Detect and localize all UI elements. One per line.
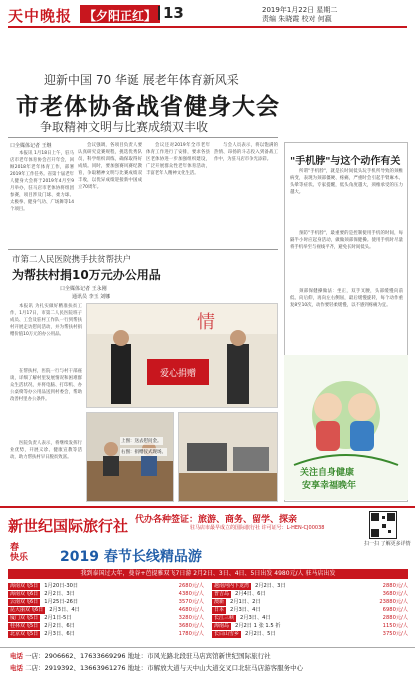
visa-services: 代办各种签证：旅游、商务、留学、探亲: [135, 515, 298, 525]
route-row: [8, 622, 204, 630]
qr-code: [369, 511, 397, 539]
route-dates: 2月2日、3日: [255, 583, 286, 589]
route-dates: 2月2日、3日: [44, 591, 75, 597]
article2-column-3-text: 医院负责人表示，将继续发挥行业优势，开展义诊、健康宣教等活动，助力帮扶村早日脱贫致富。: [10, 441, 82, 460]
route-row: [8, 614, 204, 622]
article2-column-1-text: 本报讯 为扎实做好精准扶贫工作，1月17日，市第二人民医院班子成员、工会及驻村工作队一行到帮扶村开展走访慰问活动，并为帮扶村捐赠价值10万元的办公用品。: [10, 304, 82, 337]
article2-column-2-text: 在帮扶村，医院一行与村干部座谈，详细了解村里发展情况和困难群众生活状况，并将电脑、打印机、办公桌椅等办公用品送到村委会，帮助改善村里办公条件。: [10, 369, 82, 402]
route-row: [8, 630, 204, 638]
spring-logo-text-1: 春: [10, 543, 20, 553]
routes-left: [8, 582, 204, 638]
sidebar-paragraph-1: [290, 168, 403, 228]
address-2: 市解放大道与天中山大道交叉口北驻马店游客服务中心: [147, 664, 304, 672]
route-row: [212, 582, 408, 590]
route-dates: 2月3日、4日: [49, 607, 80, 613]
svg-text:情: 情: [197, 312, 215, 333]
route-price: 6980元/人: [382, 607, 408, 613]
phone-1: 一店：2906662、17633669296: [25, 652, 126, 660]
phone-2: 二店：2919392、13663961276: [25, 664, 126, 672]
article1-column-4: [214, 142, 278, 246]
article2-rule: [8, 249, 278, 250]
route-tag: 桂林双飞5日: [10, 623, 39, 629]
article1-subhead: 争取精神文明与比赛成绩双丰收: [40, 120, 209, 134]
ad-separator: [0, 506, 415, 508]
route-tag: 海南双飞6日: [10, 591, 39, 597]
section-label: 【夕阳正红】: [80, 5, 160, 23]
sidebar-paragraph-3: [290, 288, 403, 350]
route-row: [8, 590, 204, 598]
qr-code-label: 扫一扫 了解更多详情: [364, 541, 411, 547]
route-tag: 越南河内下龙湾: [214, 583, 250, 589]
route-row: [212, 622, 408, 630]
route-price: 3680元/人: [382, 591, 408, 597]
article2-kicker: 市第二人民医院携手扶贫帮扶户: [12, 255, 132, 265]
thailand-promo-bar: 我到泰国过大年，曼谷+芭提雅双飞7日游 2月2日、3日、4日、5日出发 4980元/人 驻马店出发: [8, 569, 408, 579]
article1-column-2-text: 会议强调，各项目负责人要认真研究竞赛规程，挑选优秀队员，科学组织训练，确保取得好成绩。同时，要加强赛风赛纪教育，争取精神文明与比赛成绩双丰收，以优异成绩迎接新中国成立70周年。: [78, 143, 142, 190]
agency-license: 驻马店市最早成立的国际旅行社 许可证号：L-HEN-CJ00038: [190, 525, 325, 531]
route-price: 2880元/人: [382, 583, 408, 589]
office-photo: [178, 412, 278, 502]
route-row: [212, 614, 408, 622]
editor-credits: 责编 朱晓霞 校对 何嬴: [262, 15, 332, 23]
article2-column-1: [10, 303, 82, 365]
footer-line-2: [10, 663, 303, 672]
route-tag: 昆大丽双飞6日: [10, 607, 44, 613]
route-price: 4380元/人: [178, 591, 204, 597]
route-price: 3680元/人: [178, 623, 204, 629]
route-tag: 云南双飞6日: [10, 599, 39, 605]
address-label-1: 地址：: [127, 652, 148, 660]
health-ad-line-2: 安享幸福晚年: [302, 481, 357, 491]
route-tag: 普吉岛: [214, 591, 230, 597]
route-row: [212, 630, 408, 638]
donation-photo-scene: [87, 304, 278, 408]
article2-column-3: [10, 440, 82, 502]
article1-headline: 市老体协备战省健身大会: [16, 93, 280, 120]
article1-column-3: [146, 142, 210, 246]
route-tag: 北京双飞5日: [10, 631, 39, 637]
spring-logo-text-2: 快乐: [10, 553, 29, 563]
sidebar-paragraph-3-text: 颈部保健操做法：坐正，双手叉腰，头部缓慢向前低、向后仰，再向左右侧屈，最后缓慢旋转，每个动作重复8至10次，动作要轻柔缓慢，以不感到疼痛为宜。: [290, 289, 403, 308]
route-price: 3570元/人: [178, 599, 204, 605]
route-price: 1780元/人: [178, 631, 204, 637]
address-label-2: 地址：: [127, 664, 148, 672]
article1-column-1-text: 本报讯 1月18日上午，驻马店市老年体育协会召开年会，回顾2018年老年体育工作，部署2019年工作任务。省第十届老年人健身大会将于2019年4月至9月举办，驻马店市老体协将组团参赛，项目涉及门球、柔力球、太极拳、健身气功、广场舞等14个项目。: [10, 151, 74, 212]
article1-column-3-text: 会议还对2019年全市老年体育工作进行了安排，要求各县区老体协进一步加强组织建设，广泛开展群众性老年体育活动，丰富老年人精神文化生活。: [146, 143, 210, 176]
route-tag: 长江三峡: [214, 615, 235, 621]
page-number-value: 13: [163, 4, 184, 22]
route-row: [212, 598, 408, 606]
route-row: [8, 606, 204, 614]
spring-tour-title: 2019 春节长线精品游: [60, 549, 202, 565]
route-price: 1150元/人: [382, 623, 408, 629]
route-price: 3750元/人: [382, 631, 408, 637]
route-tag: 厦门双飞5日: [10, 615, 39, 621]
article1-column-1: [10, 150, 74, 246]
spring-festival-logo: [10, 543, 54, 565]
sidebar-paragraph-2-text: 预防"手机脖"，最重要的是控制使用手机的时间，每隔半小时应起身活动，做做颈部保健操。使用手机时尽量将手机举至与视线平齐，避免长时间低头。: [290, 231, 403, 250]
sidebar-paragraph-1-text: 所谓"手机脖"，就是长时间低头玩手机所导致的颈椎病变，表现为颈部僵硬、疼痛，严重时会引起手臂麻木、头晕等症状。专家提醒，低头角度越大，颈椎承受的压力越大。: [290, 169, 403, 195]
route-dates: 2月2日、6日: [44, 623, 75, 629]
route-price: 2880元/人: [382, 615, 408, 621]
article1-column-4-text: 与会人员表示，将以饱满的热情、昂扬的斗志投入到备战工作中，为驻马店市争光添彩。: [214, 143, 278, 162]
masthead-rule: [8, 26, 407, 28]
route-dates: 2月4日、6日: [235, 591, 266, 597]
route-price: 2680元/人: [178, 583, 204, 589]
article1-kicker: 迎新中国 70 华诞 展老年体育新风采: [44, 73, 239, 87]
route-price: 3280元/人: [178, 615, 204, 621]
phone-label-1: 电话: [10, 652, 23, 660]
route-row: [8, 598, 204, 606]
issue-date: 2019年1月22日 星期二: [262, 6, 338, 14]
route-dates: 2月1日-5日: [44, 615, 72, 621]
sidebar-paragraph-2: [290, 230, 403, 285]
route-dates: 1月20日-30日: [44, 583, 79, 589]
route-tag: 长白山雪乡: [214, 631, 240, 637]
article1-rule: [8, 137, 278, 138]
route-dates: 2月2日、5日: [245, 631, 276, 637]
article2-byline-1: 口全媒体记者 王永刚: [60, 286, 107, 292]
route-dates: 2月2日 1 张 1.5 折: [235, 623, 281, 629]
meeting-photo: [86, 412, 174, 502]
sidebar-title: "手机脖"与这个动作有关: [290, 156, 401, 167]
route-row: [8, 582, 204, 590]
agency-footer: [0, 647, 415, 677]
article1-byline: 口全媒体记者 王继: [10, 143, 52, 149]
donation-photo: [86, 303, 278, 408]
photo-caption-2: 右图：捐赠仪式现场。: [121, 450, 166, 455]
routes-right: [212, 582, 408, 638]
route-dates: 2月3日、4日: [230, 607, 261, 613]
route-tag: 海南双飞5日: [10, 583, 39, 589]
route-dates: 2月3日、6日: [44, 631, 75, 637]
meeting-photo-scene: [87, 413, 174, 502]
route-dates: 2月1日、2日: [230, 599, 261, 605]
footer-line-1: [10, 651, 271, 660]
route-price: 4680元/人: [178, 607, 204, 613]
route-row: [212, 606, 408, 614]
photo-caption-1: 上图：送去慰问金。: [121, 439, 162, 444]
route-row: [212, 590, 408, 598]
article2-title: 为帮扶村捐10万元办公用品: [12, 268, 161, 282]
route-dates: 1月25日-26日: [44, 599, 79, 605]
donation-banner-text: 爱心捐赠: [159, 369, 197, 379]
route-tag: 澳新: [214, 599, 225, 605]
qr-code-pattern: [370, 512, 396, 538]
route-price: 23880元/人: [379, 599, 408, 605]
page-number: [158, 4, 184, 22]
office-photo-scene: [179, 413, 278, 502]
health-ad-line-1: 关注自身健康: [300, 468, 355, 478]
travel-agency-name: 新世纪国际旅行社: [8, 517, 129, 535]
address-1: 市风光路北段驻马店宾馆新世纪国际旅行社: [147, 652, 271, 660]
phone-label-2: 电话: [10, 664, 23, 672]
route-dates: 2月3日、4日: [240, 615, 271, 621]
newspaper-logo: 天中晚报: [8, 7, 73, 25]
route-tag: 日本: [214, 607, 225, 613]
article2-column-2: [10, 368, 82, 438]
article2-byline-2: 通讯员 李玉 刘娜: [72, 294, 111, 300]
route-tag: 海南岛: [214, 623, 230, 629]
article1-column-2: [78, 142, 142, 246]
